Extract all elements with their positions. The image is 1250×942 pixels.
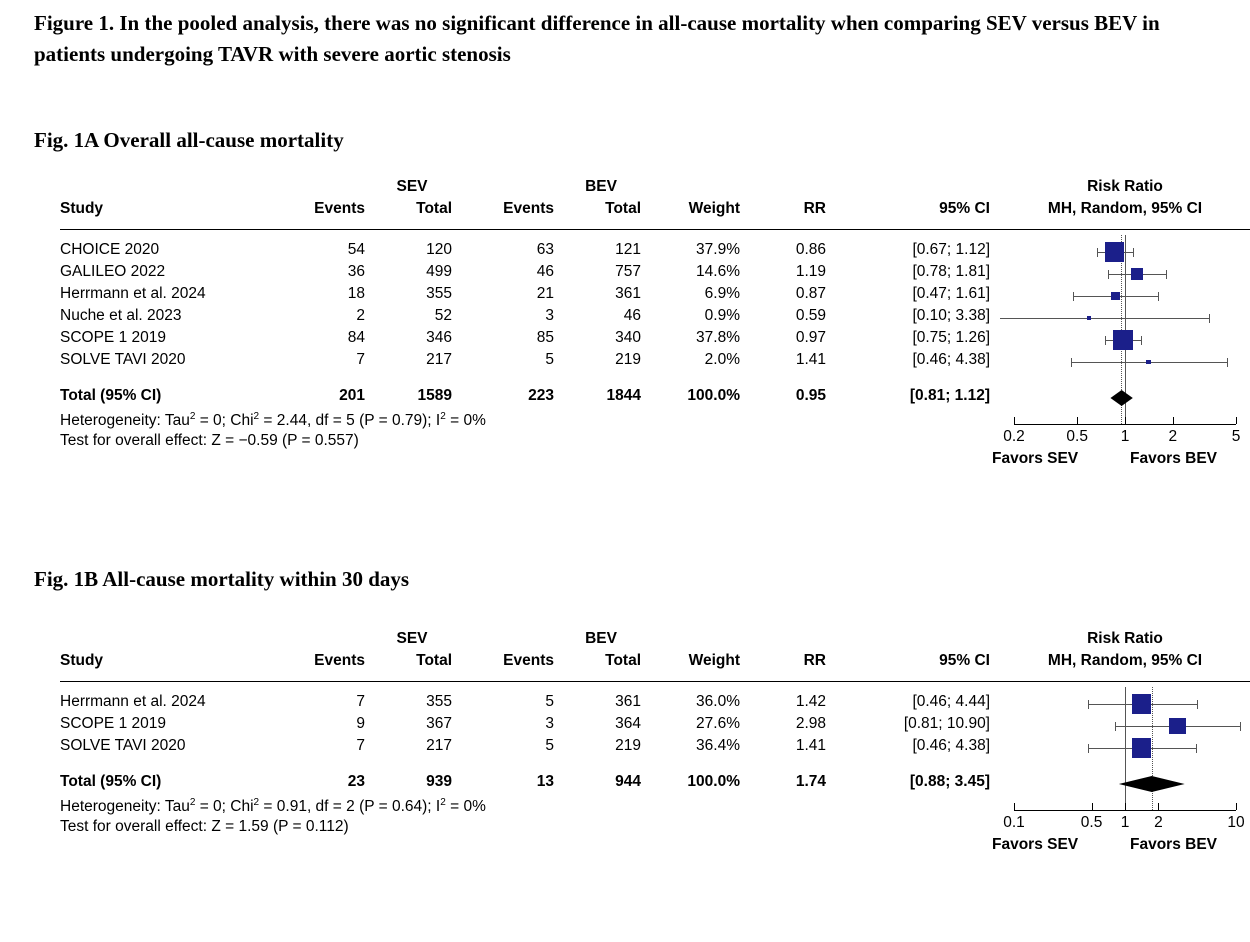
ci-cap-right (1209, 314, 1210, 323)
header-group-sev: SEV (396, 178, 428, 195)
row-events-sev: 9 (356, 715, 365, 732)
row-weight: 14.6% (696, 263, 740, 280)
total-weight: 100.0% (687, 773, 740, 790)
row-study: CHOICE 2020 (60, 241, 160, 258)
header-events-bev: Events (503, 200, 554, 217)
row-events-sev: 2 (356, 307, 365, 324)
header-plot-title: Risk Ratio (1087, 178, 1163, 195)
row-total-bev: 46 (623, 307, 641, 324)
header-group-bev: BEV (585, 178, 617, 195)
header-plot-subtitle: MH, Random, 95% CI (1047, 652, 1203, 669)
row-total-bev: 757 (615, 263, 641, 280)
forest-plot-b (60, 630, 1245, 902)
row-weight: 6.9% (704, 285, 740, 302)
study-marker (1132, 694, 1151, 713)
total-events-sev: 23 (347, 773, 365, 790)
ci-cap-right (1141, 336, 1142, 345)
row-ci: [0.46; 4.44] (912, 693, 990, 710)
x-axis-tick (1236, 417, 1237, 424)
row-rr: 1.42 (795, 693, 826, 710)
row-study: Herrmann et al. 2024 (60, 693, 206, 710)
overall-effect-text: Test for overall effect: Z = −0.59 (P = 0.557) (60, 432, 359, 449)
header-group-bev: BEV (585, 630, 617, 647)
ci-cap-left (1073, 292, 1074, 301)
row-study: SOLVE TAVI 2020 (60, 351, 186, 368)
study-marker (1146, 360, 1151, 365)
row-total-sev: 499 (426, 263, 452, 280)
ci-cap-right (1196, 744, 1197, 753)
x-axis-tick (1014, 417, 1015, 424)
total-total-bev: 944 (615, 773, 641, 790)
favors-sev-label: Favors SEV (992, 450, 1079, 467)
ci-cap-left (1088, 744, 1089, 753)
total-events-sev: 201 (339, 387, 365, 404)
ci-cap-left (1097, 248, 1098, 257)
total-label: Total (95% CI) (60, 387, 162, 404)
x-axis-tick-label: 1 (1120, 814, 1130, 831)
row-events-sev: 18 (347, 285, 365, 302)
row-rr: 0.87 (795, 285, 826, 302)
row-weight: 36.0% (696, 693, 740, 710)
x-axis-tick (1236, 803, 1237, 810)
heterogeneity-text: Heterogeneity: Tau$^2$ = 0; Chi$^2$ = 0.91, df = 2 (P = 0.64); $I^2 = 0\%$ (60, 797, 486, 816)
row-total-bev: 364 (615, 715, 641, 732)
row-study: SOLVE TAVI 2020 (60, 737, 186, 754)
x-axis-tick (1158, 803, 1159, 810)
x-axis-tick (1125, 417, 1126, 424)
heterogeneity-text: Heterogeneity: Tau$^2$ = 0; Chi$^2$ = 2.44, df = 5 (P = 0.79); $I^2 = 0\%$ (60, 411, 486, 430)
x-axis-tick (1092, 803, 1093, 810)
header-total-bev: Total (605, 652, 641, 669)
study-marker (1131, 268, 1143, 280)
row-rr: 2.98 (795, 715, 826, 732)
header-rr: RR (803, 652, 826, 669)
x-axis-tick-label: 0.2 (1003, 428, 1025, 445)
header-ci: 95% CI (939, 200, 990, 217)
row-study: Nuche et al. 2023 (60, 307, 182, 324)
row-events-sev: 36 (347, 263, 365, 280)
header-group-sev: SEV (396, 630, 428, 647)
study-marker (1111, 292, 1119, 300)
row-events-bev: 63 (536, 241, 554, 258)
total-label: Total (95% CI) (60, 773, 162, 790)
x-axis-tick-label: 2 (1154, 814, 1163, 831)
study-marker (1087, 316, 1091, 320)
ci-cap-right (1158, 292, 1159, 301)
row-ci: [0.10; 3.38] (912, 307, 990, 324)
row-ci: [0.47; 1.61] (912, 285, 990, 302)
x-axis-tick-label: 2 (1168, 428, 1178, 445)
x-axis-tick-label: 0.5 (1066, 428, 1088, 445)
row-events-bev: 21 (536, 285, 554, 302)
total-events-bev: 223 (528, 387, 554, 404)
header-study: Study (60, 652, 104, 669)
row-events-sev: 84 (347, 329, 365, 346)
favors-sev-label: Favors SEV (992, 836, 1079, 853)
row-total-sev: 355 (426, 693, 452, 710)
row-study: Herrmann et al. 2024 (60, 285, 206, 302)
ci-cap-left (1071, 358, 1072, 367)
row-weight: 36.4% (696, 737, 740, 754)
summary-diamond (1119, 776, 1185, 792)
header-plot-subtitle: MH, Random, 95% CI (1047, 200, 1203, 217)
ci-cap-right (1133, 248, 1134, 257)
header-events-sev: Events (314, 652, 365, 669)
x-axis (1014, 424, 1236, 425)
row-events-sev: 54 (347, 241, 365, 258)
x-axis-tick-label: 5 (1231, 428, 1241, 445)
row-ci: [0.46; 4.38] (912, 737, 990, 754)
row-ci: [0.46; 4.38] (912, 351, 990, 368)
row-events-bev: 5 (545, 693, 554, 710)
ci-cap-right (1227, 358, 1228, 367)
row-rr: 1.19 (795, 263, 826, 280)
header-study: Study (60, 200, 104, 217)
total-total-bev: 1844 (606, 387, 641, 404)
forest-plot-area (992, 630, 1250, 882)
row-weight: 37.8% (696, 329, 740, 346)
favors-bev-label: Favors BEV (1130, 836, 1218, 853)
header-total-bev: Total (605, 200, 641, 217)
overall-effect-text: Test for overall effect: Z = 1.59 (P = 0.112) (60, 818, 349, 835)
row-ci: [0.78; 1.81] (912, 263, 990, 280)
row-events-bev: 3 (545, 715, 554, 732)
row-ci: [0.75; 1.26] (912, 329, 990, 346)
x-axis-tick-label: 0.5 (1080, 814, 1103, 831)
header-events-sev: Events (314, 200, 365, 217)
header-ci: 95% CI (939, 652, 990, 669)
row-total-bev: 361 (615, 693, 641, 710)
total-events-bev: 13 (536, 773, 554, 790)
ci-cap-right (1166, 270, 1167, 279)
forest-plot-a (60, 178, 1241, 516)
row-rr: 1.41 (795, 737, 826, 754)
ci-cap-left (1088, 700, 1089, 709)
ci-cap-left (1105, 336, 1106, 345)
ci-line (1000, 318, 1209, 319)
summary-diamond (1110, 390, 1132, 406)
row-rr: 0.86 (795, 241, 826, 258)
header-events-bev: Events (503, 652, 554, 669)
row-study: GALILEO 2022 (60, 263, 166, 280)
x-axis-tick (1173, 417, 1174, 424)
row-total-bev: 361 (615, 285, 641, 302)
row-events-sev: 7 (356, 351, 365, 368)
row-study: SCOPE 1 2019 (60, 329, 166, 346)
header-total-sev: Total (416, 652, 452, 669)
row-rr: 0.97 (795, 329, 826, 346)
ci-cap-right (1240, 722, 1241, 731)
row-rr: 1.41 (795, 351, 826, 368)
header-total-sev: Total (416, 200, 452, 217)
row-weight: 2.0% (704, 351, 740, 368)
total-rr: 1.74 (795, 773, 826, 790)
row-total-sev: 346 (426, 329, 452, 346)
total-total-sev: 939 (426, 773, 452, 790)
study-marker (1169, 718, 1186, 735)
header-plot-title: Risk Ratio (1087, 630, 1163, 647)
row-events-bev: 5 (545, 351, 554, 368)
row-total-bev: 121 (615, 241, 641, 258)
row-total-sev: 52 (434, 307, 452, 324)
forest-plot-area (992, 178, 1250, 496)
figure-caption: Figure 1. In the pooled analysis, there was no significant difference in all-cause mortality when comparing SEV versus BEV in patients undergoing TAVR with severe aortic stenosis (34, 11, 1160, 66)
header-rr: RR (803, 200, 826, 217)
row-total-sev: 217 (426, 737, 452, 754)
panel-a-title: Fig. 1A Overall all-cause mortality (34, 128, 344, 152)
row-weight: 37.9% (696, 241, 740, 258)
study-marker (1132, 738, 1151, 757)
row-total-sev: 367 (426, 715, 452, 732)
total-ci: [0.81; 1.12] (909, 387, 990, 404)
x-axis-tick-label: 0.1 (1003, 814, 1025, 831)
header-weight: Weight (688, 200, 740, 217)
row-weight: 27.6% (696, 715, 740, 732)
x-axis (1014, 810, 1236, 811)
row-rr: 0.59 (795, 307, 826, 324)
total-ci: [0.88; 3.45] (909, 773, 990, 790)
row-events-sev: 7 (356, 693, 365, 710)
x-axis-tick-label: 10 (1227, 814, 1245, 831)
header-weight: Weight (688, 652, 740, 669)
total-weight: 100.0% (687, 387, 740, 404)
row-total-bev: 219 (615, 351, 641, 368)
row-total-sev: 355 (426, 285, 452, 302)
row-events-bev: 5 (545, 737, 554, 754)
panel-b-title: Fig. 1B All-cause mortality within 30 days (34, 567, 410, 591)
x-axis-tick-label: 1 (1120, 428, 1130, 445)
row-study: SCOPE 1 2019 (60, 715, 166, 732)
row-total-sev: 217 (426, 351, 452, 368)
row-events-bev: 46 (536, 263, 554, 280)
row-total-bev: 219 (615, 737, 641, 754)
study-marker (1105, 242, 1125, 262)
x-axis-tick (1077, 417, 1078, 424)
ci-cap-left (1108, 270, 1109, 279)
ci-cap-right (1197, 700, 1198, 709)
x-axis-tick (1014, 803, 1015, 810)
row-events-sev: 7 (356, 737, 365, 754)
ci-cap-left (1115, 722, 1116, 731)
row-ci: [0.81; 10.90] (903, 715, 990, 732)
row-events-bev: 85 (536, 329, 554, 346)
total-rr: 0.95 (795, 387, 826, 404)
row-ci: [0.67; 1.12] (912, 241, 990, 258)
row-total-bev: 340 (615, 329, 641, 346)
row-events-bev: 3 (545, 307, 554, 324)
study-marker (1113, 330, 1133, 350)
x-axis-tick (1125, 803, 1126, 810)
total-total-sev: 1589 (417, 387, 452, 404)
row-total-sev: 120 (426, 241, 452, 258)
favors-bev-label: Favors BEV (1130, 450, 1218, 467)
row-weight: 0.9% (704, 307, 740, 324)
